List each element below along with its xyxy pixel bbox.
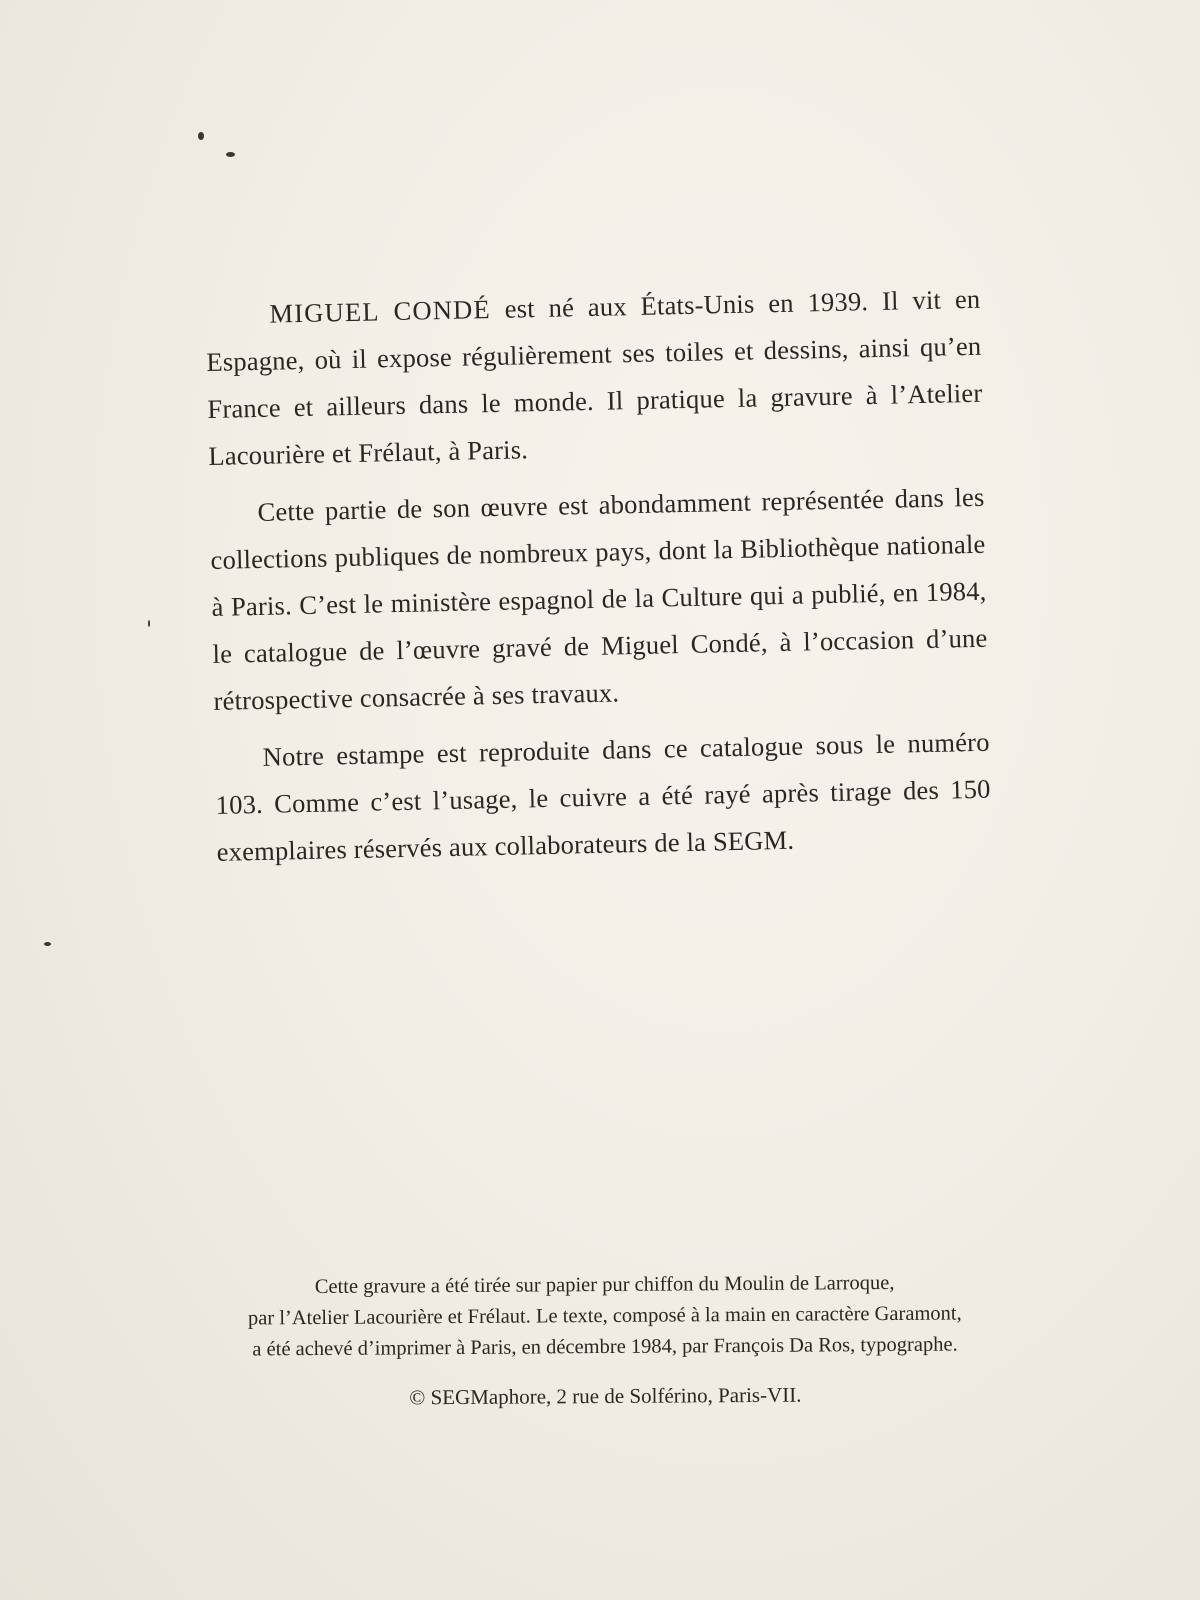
colophon	[110, 1267, 1101, 1416]
ink-speck	[226, 152, 235, 157]
ink-speck	[44, 942, 51, 946]
ink-speck	[198, 132, 204, 140]
biography-paragraph-3: Notre estampe est reproduite dans ce catalogue sous le numéro 103. Comme c’est l’usage, le cuivre a été rayé après tirage des 150 exemplaires réservés aux collaborateurs de la SEGM.	[215, 726, 991, 867]
artist-name: MIGUEL CONDÉ	[269, 294, 492, 329]
biography-paragraph-1	[205, 276, 984, 480]
colophon-line-1: Cette gravure a été tirée sur papier pur chiffon du Moulin de Larroque,	[314, 1271, 895, 1299]
copyright-line: © SEGMaphore, 2 rue de Solférino, Paris-VII.	[409, 1382, 802, 1410]
colophon-line-2: par l’Atelier Lacourière et Frélaut. Le texte, composé à la main en caractère Garamont,	[247, 1302, 962, 1330]
biography-paragraph-2: Cette partie de son œuvre est abondamment représentée dans les collections publiques de nombreux pays, dont la Bibliothèque nationale à Paris. C’est le ministère espagnol de la Culture qui a publié, en 1984, le catalogue de l’œuvre gravé de Miguel Condé, à l’occasion d’une rétrospective consacrée à ses travaux.	[210, 481, 988, 716]
biography-text	[205, 276, 992, 886]
biography-paragraph-1-text: est né aux États-Unis en 1939. Il vit en Espagne, où il expose régulièrement ses toiles et dessins, ainsi qu’en France et ailleurs dans le monde. Il pratique la gravure à l’Atelier Lacourière et Frélaut, à Paris.	[206, 283, 983, 471]
ink-speck	[148, 620, 150, 627]
colophon-line-3: a été achevé d’imprimer à Paris, en décembre 1984, par François Da Ros, typographe.	[252, 1333, 958, 1361]
